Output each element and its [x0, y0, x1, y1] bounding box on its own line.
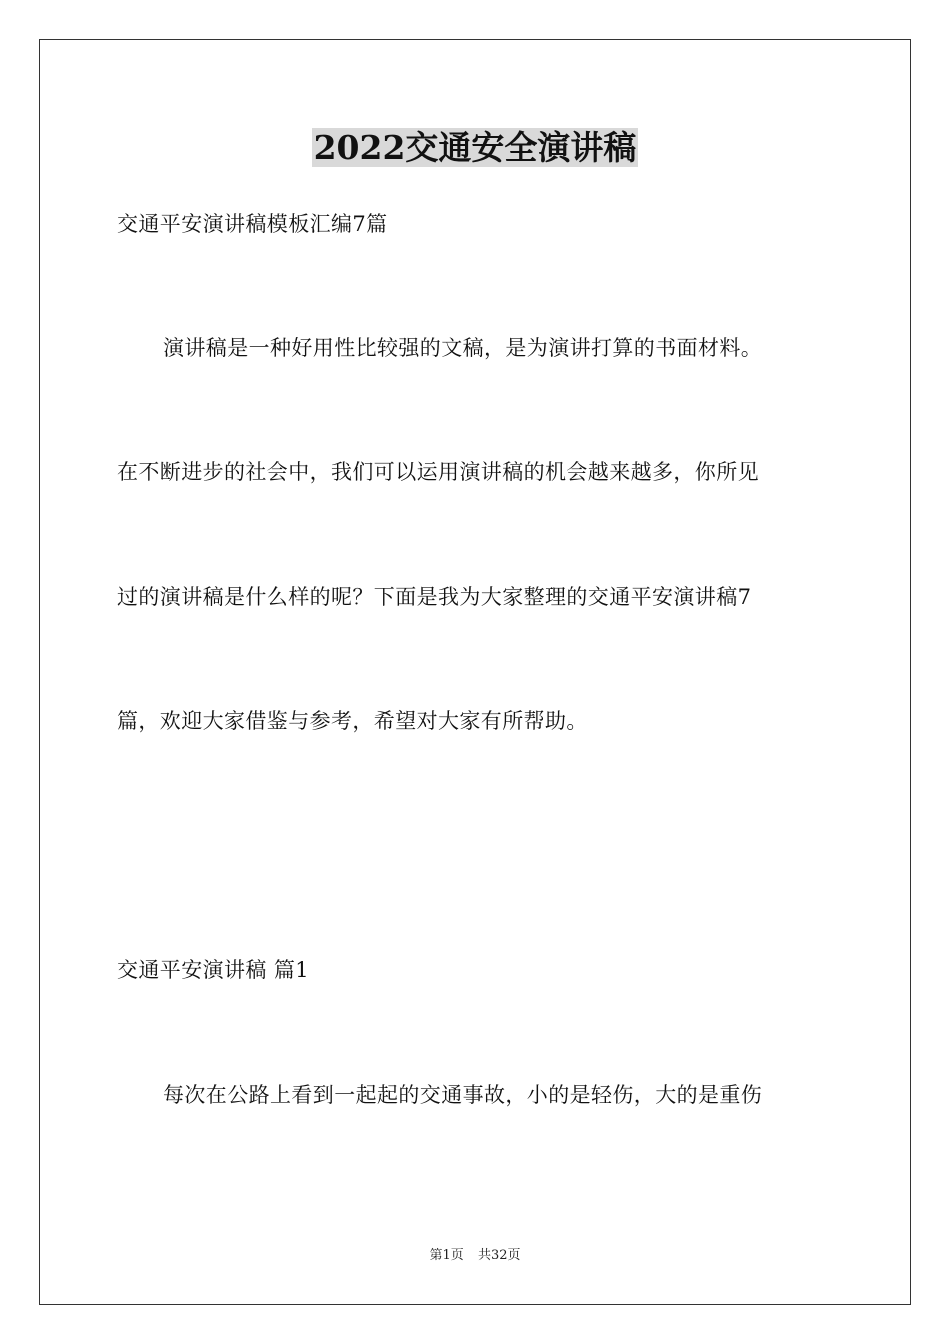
intro-line-4: 篇，欢迎大家借鉴与参考，希望对大家有所帮助。 [117, 709, 588, 733]
section-heading: 交通平安演讲稿 篇1 [117, 958, 310, 982]
document-title-text: 2022交通安全演讲稿 [313, 128, 637, 167]
intro-line-1: 演讲稿是一种好用性比较强的文稿，是为演讲打算的书面材料。 [163, 336, 763, 360]
page-number: 第1页 [429, 1248, 464, 1263]
intro-line-2: 在不断进步的社会中，我们可以运用演讲稿的机会越来越多，你所见 [117, 460, 759, 484]
page-total: 共32页 [477, 1248, 521, 1263]
document-title [0, 124, 950, 172]
document-subtitle: 交通平安演讲稿模板汇编7篇 [117, 212, 388, 236]
section-line-1: 每次在公路上看到一起起的交通事故，小的是轻伤，大的是重伤 [163, 1083, 763, 1107]
page-footer [0, 1247, 950, 1265]
intro-line-3: 过的演讲稿是什么样的呢？下面是我为大家整理的交通平安演讲稿7 [117, 585, 752, 609]
